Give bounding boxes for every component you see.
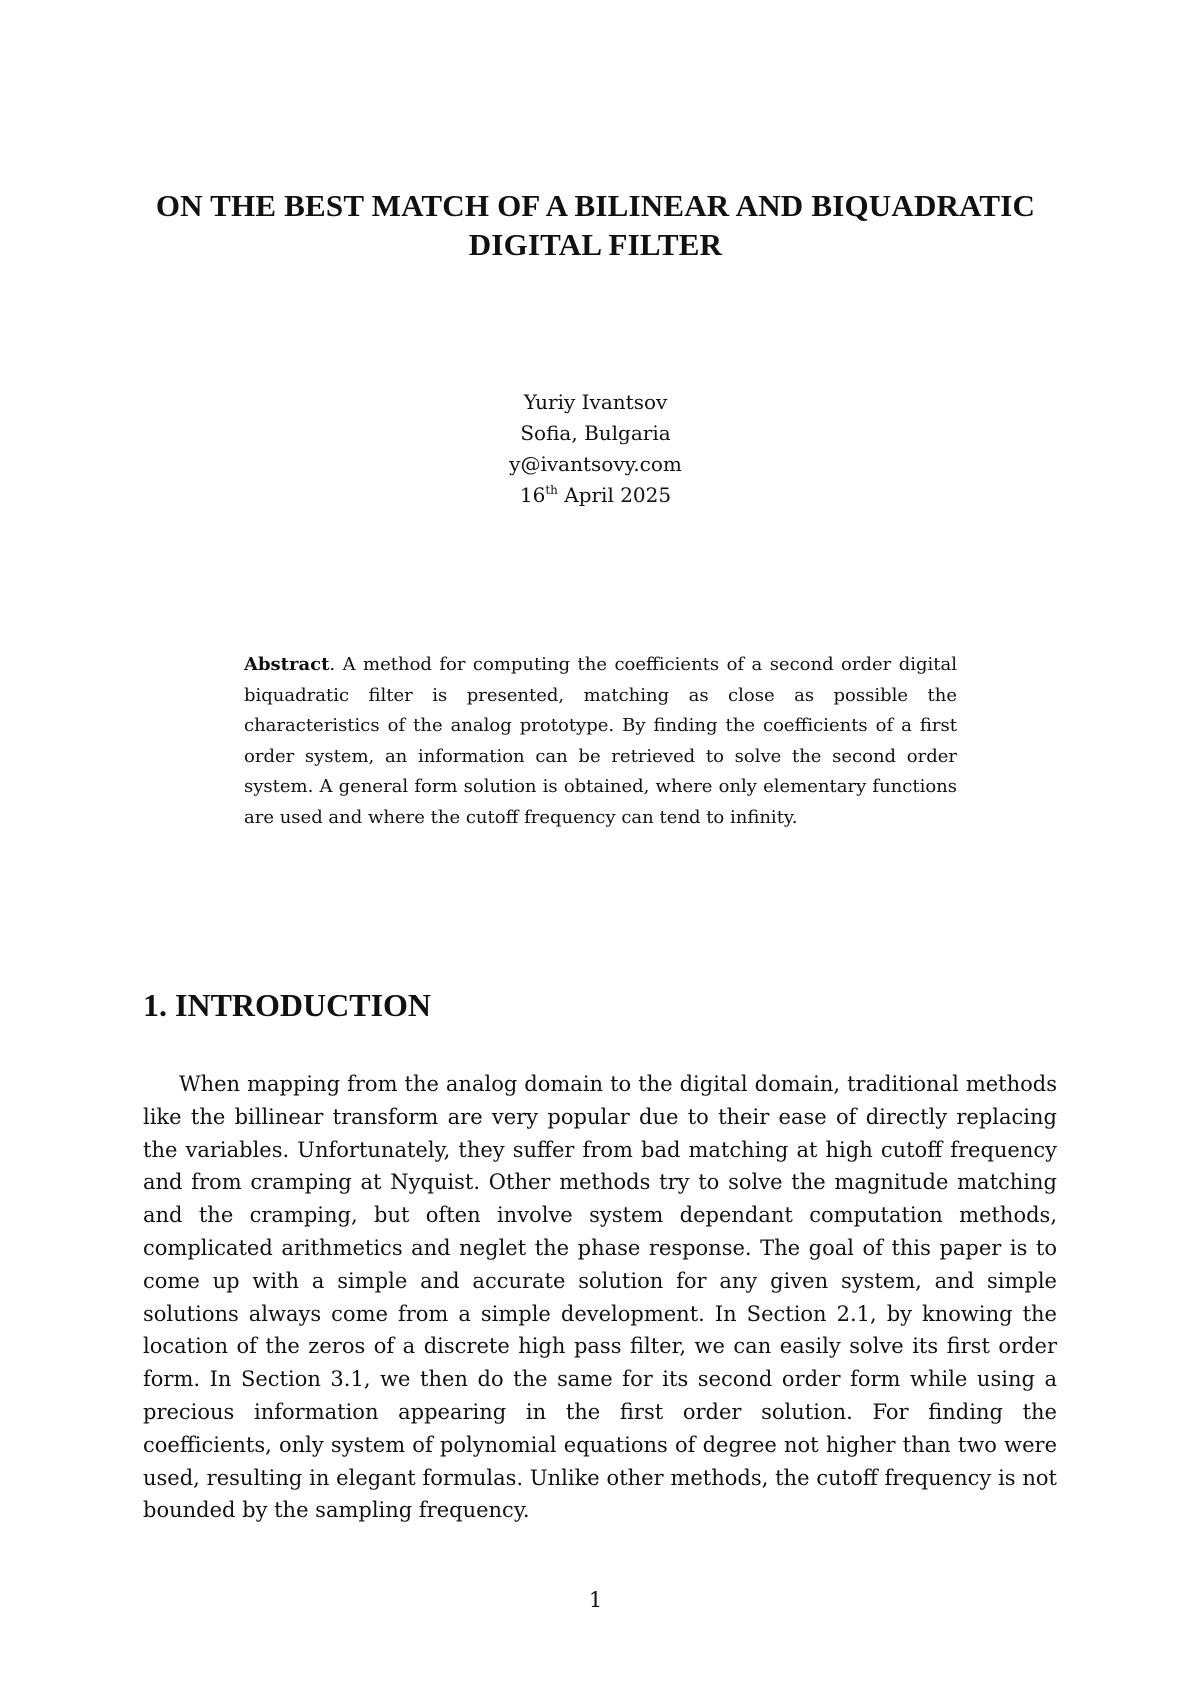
introduction-paragraph: When mapping from the analog domain to the digital domain, traditional methods like the billinear transform are very popular due to their ease of directly replacing the variables. Unfortunately, they suffer from bad matching at high cutoff frequency and from cramping at Nyquist. Other methods try to solve the magnitude matching and the cramping, but often involve system dependant computation methods, complicated arithmetics and neglet the phase response. The goal of this paper is to come up with a simple and accurate solution for any given system, and simple solutions always come from a simple development. In Section 2.1, by knowing the location of the zeros of a discrete high pass filter, we can easily solve its first order form. In Section 3.1, we then do the same for its second order form while using a precious information appearing in the first order solution. For finding the coefficients, only system of polynomial equations of degree not higher than two were used, resulting in elegant formulas. Unlike other methods, the cutoff frequency is not bounded by the sampling frequency. [143,1072,1057,1523]
page-number: 1 [588,1588,603,1612]
date-month-year: April 2025 [557,483,672,507]
abstract [244,650,957,834]
abstract-label: Abstract [244,654,330,675]
paper-title [0,186,1191,264]
author-location: Sofia, Bulgaria [520,421,671,445]
title-line-2: DIGITAL FILTER [468,227,723,262]
author-block [0,387,1191,511]
title-line-1: ON THE BEST MATCH OF A BILINEAR AND BIQUADRATIC [155,188,1036,223]
publication-date [0,480,1191,511]
date-suffix: th [545,483,558,497]
author-email: y@ivantsovy.com [509,452,682,476]
abstract-text: . A method for computing the coefficients of a second order digital biquadratic filter is presented, matching as close as possible the characteristics of the analog prototype. By finding the coefficients of a first order system, an information can be retrieved to solve the second order system. A general form solution is obtained, where only elementary functions are used and where the cutoff frequency can tend to infinity. [244,654,957,828]
author-name: Yuriy Ivantsov [523,390,668,414]
date-day: 16 [519,483,546,507]
section-heading-introduction: 1. INTRODUCTION [143,987,432,1023]
